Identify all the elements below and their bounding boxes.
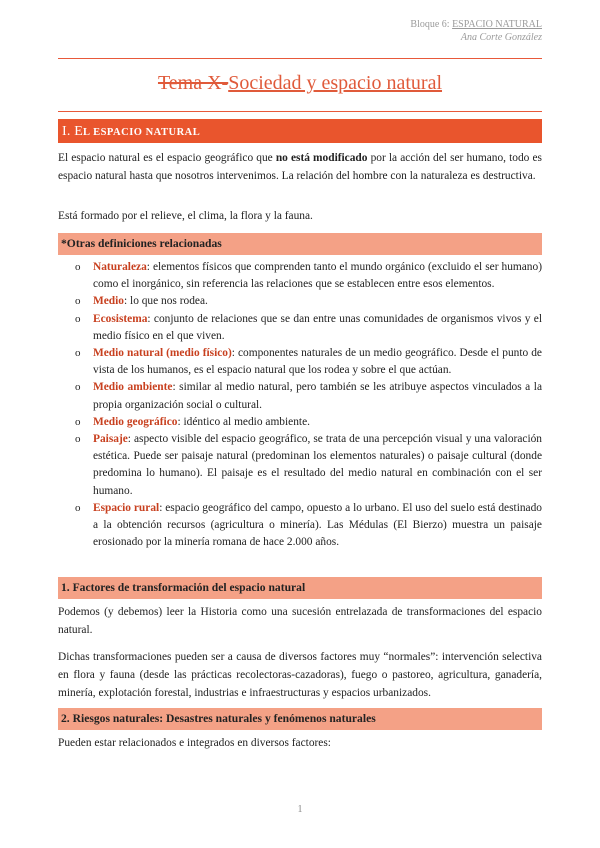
section-title-rest: L ESPACIO NATURAL xyxy=(83,127,201,138)
definition-term: Medio ambiente xyxy=(93,381,173,394)
riesgos-heading: 2. Riesgos naturales: Desastres naturales y fenómenos naturales xyxy=(58,708,542,730)
bullet-marker: o xyxy=(75,415,81,428)
definition-text: : componentes naturales de un medio geográfico. Desde el punto de vista de los humanos, es el espacio natural que los rodea y sobre el que actúan. xyxy=(93,347,542,377)
definition-item xyxy=(58,379,542,413)
section-heading-espacio-natural xyxy=(58,119,542,143)
definition-term: Paisaje xyxy=(93,433,128,446)
definition-text: : similar al medio natural, pero también se les atribuye aspectos vinculados a la propia organización social o cultural. xyxy=(93,381,542,411)
bullet-marker: o xyxy=(75,501,81,514)
definition-item xyxy=(58,311,542,345)
definition-text: : lo que nos rodea. xyxy=(124,295,208,308)
definition-item xyxy=(58,293,542,310)
definition-text: : espacio geográfico del campo, opuesto a lo urbano. El uso del suelo está destinado a la obtención recursos (agricultura o minería). Las Médulas (El Bierzo) muestra un paisaje erosionado por la minería romana de hace 2.000 años. xyxy=(93,501,542,549)
definition-item xyxy=(58,431,542,500)
intro-paragraph-2: Está formado por el relieve, el clima, la flora y la fauna. xyxy=(58,210,313,222)
bullet-marker: o xyxy=(75,261,81,273)
top-divider xyxy=(58,58,542,59)
page-header xyxy=(410,18,542,44)
header-bloque-prefix: Bloque 6: xyxy=(410,19,453,30)
page-title xyxy=(58,72,542,95)
bullet-marker: o xyxy=(75,312,81,325)
definition-term: Medio xyxy=(93,295,125,308)
definition-text: : elementos físicos que comprenden tanto el mundo orgánico (excluido el ser humano) como el inorgánico, sin referencia las relaciones que se establecen entre esos elementos. xyxy=(93,261,542,291)
definition-term: Espacio rural xyxy=(93,501,160,514)
intro-text-before: El espacio natural es el espacio geográfico que xyxy=(58,152,276,164)
definition-item xyxy=(58,345,542,379)
definitions-list xyxy=(58,259,542,551)
bullet-marker: o xyxy=(75,295,81,308)
definition-text: : conjunto de relaciones que se dan entre unas comunidades de organismos vivos y el medio físico en el que viven. xyxy=(93,312,542,342)
riesgos-paragraph-1: Pueden estar relacionados e integrados en diversos factores: xyxy=(58,737,331,749)
definition-term: Naturaleza xyxy=(93,261,147,273)
intro-text-after: por la acción del ser humano, todo es espacio natural hasta que nosotros intervenimos. La relación del hombre con la naturaleza es destructiva. xyxy=(58,152,542,182)
bullet-marker: o xyxy=(75,347,81,360)
factores-paragraph-2: Dichas transformaciones pueden ser a causa de diversos factores muy “normales”: intervención selectiva en flora y fauna (desde las prácticas recolectoras-cazadoras), fuego o pastoreo, agricultura, ganadería, minería, explotación forestal, industrias e infraestructuras y espacios urbanizados. xyxy=(58,651,542,699)
definition-text: : aspecto visible del espacio geográfico, se trata de una percepción visual y una valoración estética. Puede ser paisaje natural (predominan los elementos naturales) o paisaje cultural (donde predomina lo humano). El paisaje es el resultado del medio natural en combinación con el ser humano. xyxy=(93,433,542,497)
header-bloque xyxy=(410,18,542,31)
title-struck-text: Tema X- xyxy=(157,72,229,94)
definition-item xyxy=(58,414,542,431)
section-number: I. xyxy=(62,124,75,139)
definition-term: Ecosistema xyxy=(93,312,148,325)
definition-item xyxy=(58,500,542,552)
page-number: 1 xyxy=(297,804,303,815)
header-author: Ana Corte González xyxy=(460,32,542,43)
title-divider xyxy=(58,111,542,112)
bullet-marker: o xyxy=(75,381,81,394)
bullet-marker: o xyxy=(75,433,81,446)
definitions-heading: *Otras definiciones relacionadas xyxy=(58,233,542,255)
title-main-text: Sociedad y espacio natural xyxy=(228,72,443,94)
definition-term: Medio geográfico xyxy=(93,415,178,428)
intro-paragraph-1 xyxy=(58,149,542,185)
header-bloque-link[interactable]: ESPACIO NATURAL xyxy=(452,19,542,30)
factores-paragraph-1: Podemos (y debemos) leer la Historia como una sucesión entrelazada de transformaciones del espacio natural. xyxy=(58,606,542,636)
definition-text: : idéntico al medio ambiente. xyxy=(177,415,310,428)
factores-heading: 1. Factores de transformación del espacio natural xyxy=(58,577,542,599)
definition-term: Medio natural (medio físico) xyxy=(93,347,232,360)
section-first-letter: E xyxy=(74,124,84,139)
intro-bold-text: no está modificado xyxy=(275,152,368,164)
definition-item xyxy=(58,259,542,293)
